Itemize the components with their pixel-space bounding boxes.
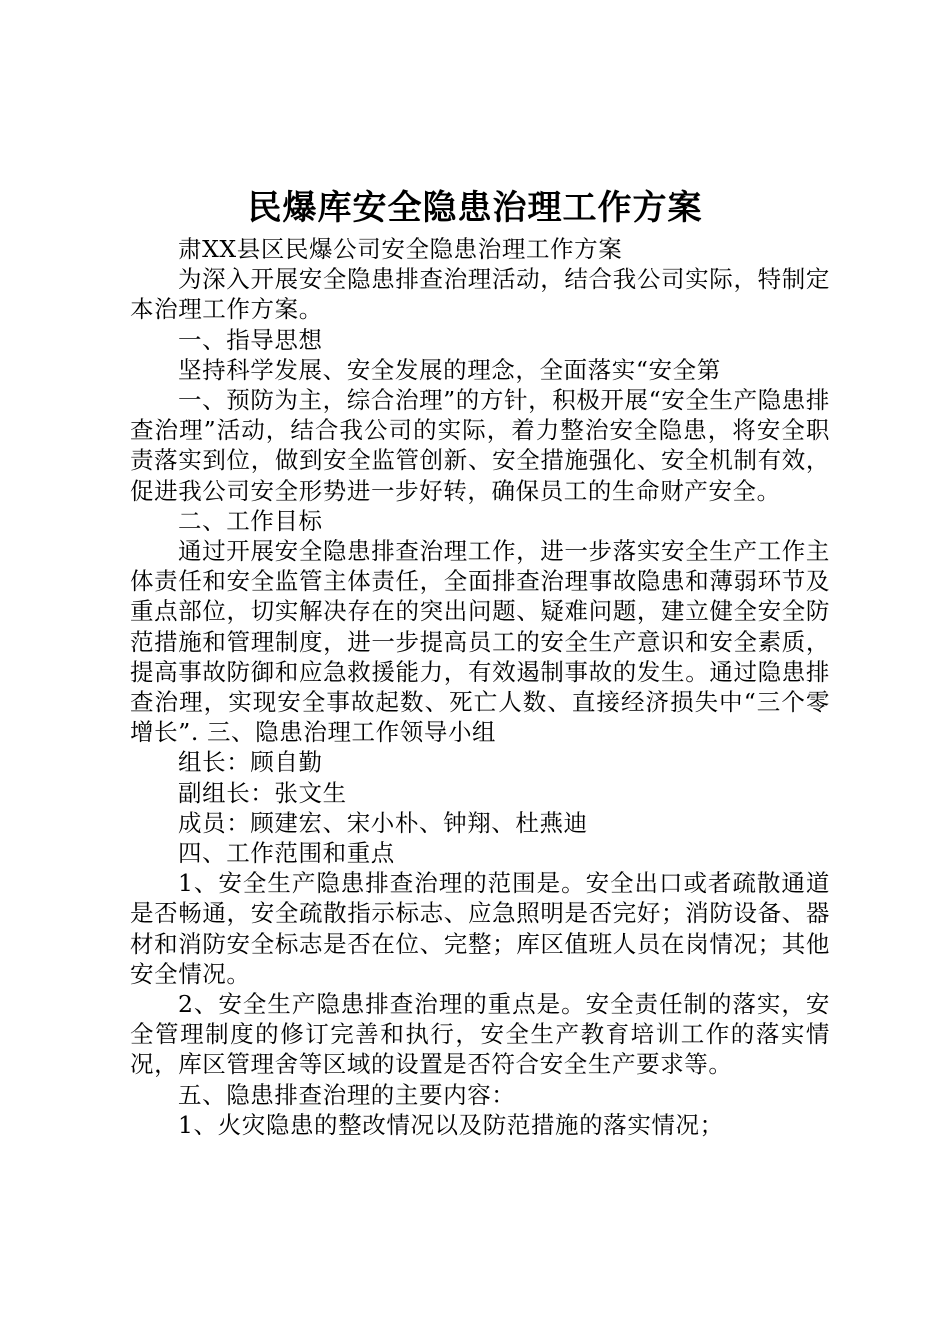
paragraph-content-1: 1、火灾隐患的整改情况以及防范措施的落实情况； (178, 1110, 724, 1139)
document-body (130, 234, 830, 1140)
paragraph-intro: 为深入开展安全隐患排查治理活动，结合我公司实际，特制定本治理工作方案。 (130, 265, 830, 324)
paragraph-team-leader: 组长：顾自勤 (178, 748, 323, 777)
document-title: 民爆库安全隐患治理工作方案 (247, 188, 703, 228)
paragraph-subtitle: 肃XX县区民爆公司安全隐患治理工作方案 (178, 235, 623, 263)
heading-main-content: 五、隐患排查治理的主要内容： (178, 1080, 516, 1109)
paragraph-guiding-1: 坚持科学发展、安全发展的理念，全面落实“安全第 (178, 355, 721, 384)
heading-scope: 四、工作范围和重点 (178, 839, 395, 868)
paragraph-members: 成员：顾建宏、宋小朴、钟翔、杜燕迪 (178, 808, 588, 837)
paragraph-scope-1: 1、安全生产隐患排查治理的范围是。安全出口或者疏散通道是否畅通，安全疏散指示标志、应急照明是否完好；消防设备、器材和消防安全标志是否在位、完整；库区值班人员在岗情况；其他安全情况。 (130, 869, 830, 988)
heading-guiding-ideology: 一、指导思想 (178, 325, 323, 354)
paragraph-work-goals: 通过开展安全隐患排查治理工作，进一步落实安全生产工作主体责任和安全监管主体责任，全面排查治理事故隐患和薄弱环节及重点部位，切实解决存在的突出问题、疑难问题，建立健全安全防范措施和管理制度，进一步提高员工的安全生产意识和安全素质，提高事故防御和应急救援能力，有效遏制事故的发生。通过隐患排查治理，实现安全事故起数、死亡人数、直接经济损失中“三个零增长”. 三、隐患治理工作领导小组 (130, 537, 830, 747)
paragraph-deputy-leader: 副组长：张文生 (178, 778, 347, 807)
paragraph-scope-2: 2、安全生产隐患排查治理的重点是。安全责任制的落实，安全管理制度的修订完善和执行，安全生产教育培训工作的落实情况，库区管理舍等区域的设置是否符合安全生产要求等。 (130, 990, 830, 1079)
paragraph-guiding-2: 一、预防为主，综合治理”的方针，积极开展“安全生产隐患排查治理”活动，结合我公司的实际，着力整治安全隐患，将安全职责落实到位，做到安全监管创新、安全措施强化、安全机制有效，促进我公司安全形势进一步好转，确保员工的生命财产安全。 (130, 386, 830, 505)
heading-work-goals: 二、工作目标 (178, 506, 323, 535)
